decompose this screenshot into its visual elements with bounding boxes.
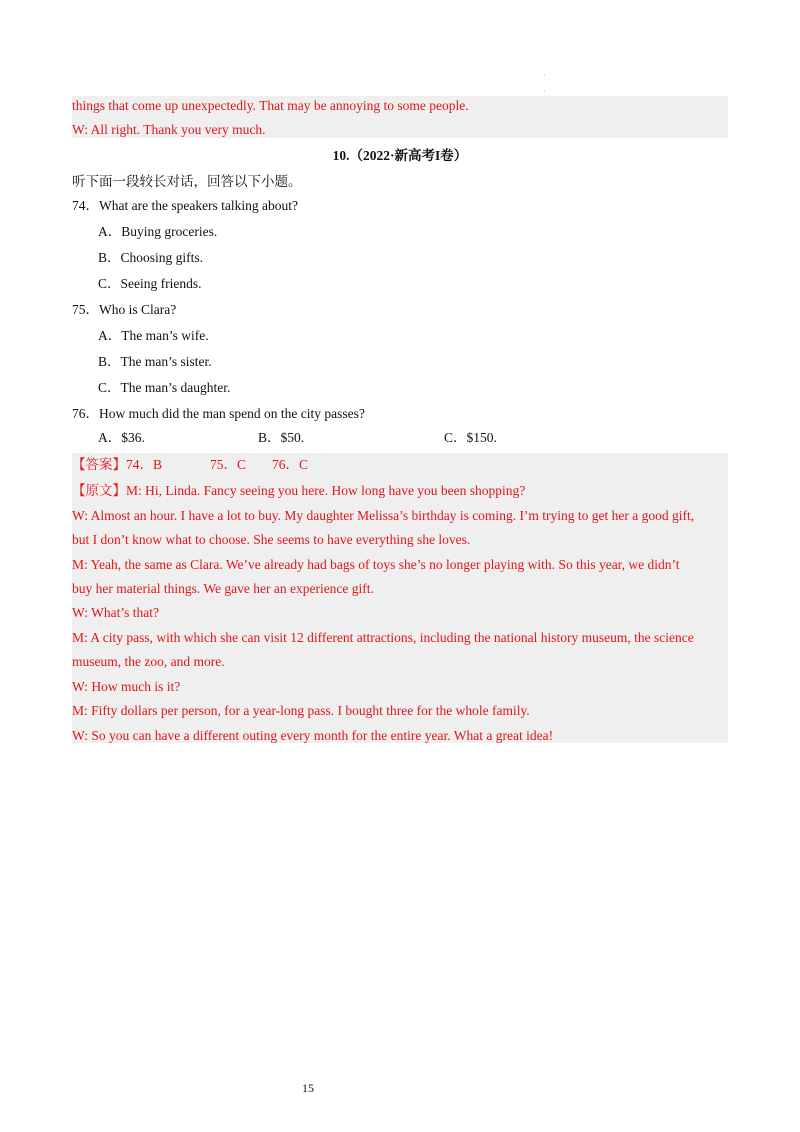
scan-dot: · <box>543 71 546 80</box>
answer-key <box>72 455 308 475</box>
scan-dot: · <box>543 87 546 96</box>
answer-label: 【答案】 <box>72 457 126 472</box>
question-stem: 76．How much did the man spend on the city passes? <box>72 406 365 421</box>
transcript-first-line <box>72 481 525 501</box>
answer-option: A．Buying groceries. <box>98 224 218 239</box>
section-title: 10.（2022·新高考I卷） <box>332 148 468 163</box>
answer-item: 75．C <box>210 457 247 472</box>
transcript-line: W: So you can have a different outing every month for the entire year. What a great idea! <box>72 728 554 743</box>
transcript-line: but I don’t know what to choose. She seems to have everything she loves. <box>72 532 471 547</box>
transcript-line: museum, the zoo, and more. <box>72 654 225 669</box>
transcript-line: W: Almost an hour. I have a lot to buy. My daughter Melissa’s birthday is coming. I’m trying to get her a good gift, <box>72 508 695 523</box>
prev-transcript-line: things that come up unexpectedly. That may be annoying to some people. <box>72 98 469 113</box>
answer-option: B．$50. <box>258 430 305 445</box>
answer-option: B．The man’s sister. <box>98 354 212 369</box>
answer-item: 76．C <box>272 457 309 472</box>
transcript-line: M: A city pass, with which she can visit 12 different attractions, including the national history museum, the science <box>72 630 694 645</box>
page-number: 15 <box>302 1081 314 1095</box>
answer-option: C．$150. <box>444 430 497 445</box>
instruction-text: 听下面一段较长对话，回答以下小题。 <box>72 174 302 189</box>
question-stem: 75．Who is Clara? <box>72 302 177 317</box>
transcript-line: W: How much is it? <box>72 679 181 694</box>
question-stem: 74．What are the speakers talking about? <box>72 198 299 213</box>
prev-transcript-line: W: All right. Thank you very much. <box>72 122 266 137</box>
answer-option: C．Seeing friends. <box>98 276 202 291</box>
transcript-label: 【原文】 <box>72 483 126 498</box>
answer-option: C．The man’s daughter. <box>98 380 231 395</box>
transcript-line: M: Fifty dollars per person, for a year-long pass. I bought three for the whole family. <box>72 703 530 718</box>
answer-option: A．The man’s wife. <box>98 328 209 343</box>
transcript-line: M: Hi, Linda. Fancy seeing you here. How long have you been shopping? <box>126 483 526 498</box>
transcript-line: W: What’s that? <box>72 605 159 620</box>
answer-option: B．Choosing gifts. <box>98 250 204 265</box>
answer-option: A．$36. <box>98 430 145 445</box>
answer-item: 74．B <box>126 457 163 472</box>
transcript-line: M: Yeah, the same as Clara. We’ve already had bags of toys she’s no longer playing with. So this year, we didn’t <box>72 557 680 572</box>
transcript-line: buy her material things. We gave her an experience gift. <box>72 581 374 596</box>
